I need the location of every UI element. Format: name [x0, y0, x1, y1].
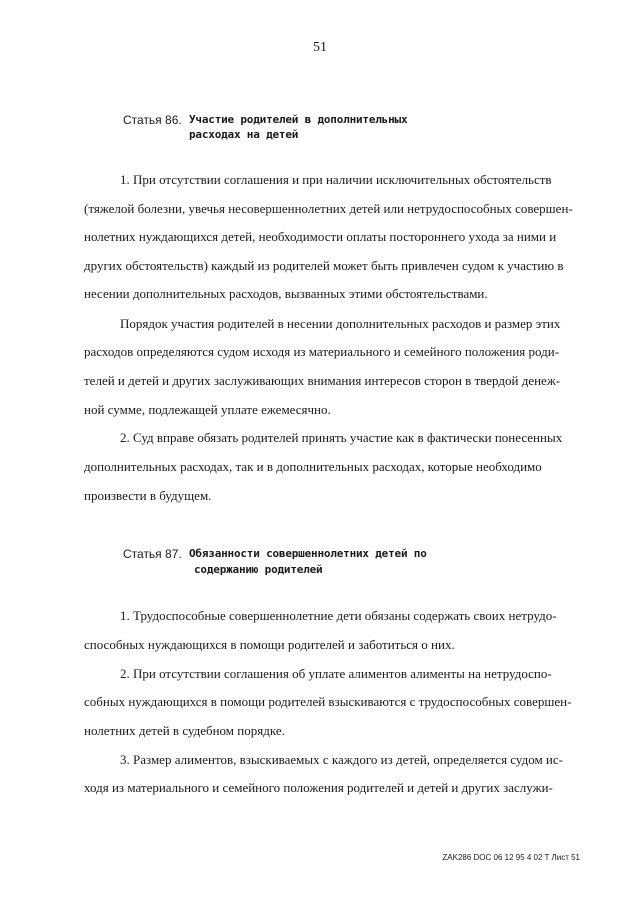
- page-number: 51: [313, 40, 327, 55]
- article-87-line: 3. Размер алиментов, взыскиваемых с каждого из детей, определяется судом ис-: [120, 752, 563, 767]
- article-86-line: расходов определяются судом исходя из материального и семейного положения роди-: [84, 344, 560, 359]
- article-86-line: нолетних нуждающихся детей, необходимости оплаты постороннего ухода за ними и: [84, 229, 557, 244]
- document-footer: ZAK286 DOC 06 12 95 4 02 T Лист 51: [442, 853, 580, 862]
- article-86-line: 2. Суд вправе обязать родителей принять участие как в фактически понесенных: [120, 430, 563, 445]
- article-86-line: телей и детей и других заслуживающих внимания интересов сторон в твердой денеж-: [84, 373, 561, 388]
- article-87-line: ходя из материального и семейного положения родителей и детей и других заслужи-: [84, 780, 553, 795]
- article-86-line: произвести в будущем.: [84, 488, 212, 503]
- article-87-line: 2. При отсутствии соглашения об уплате алиментов алименты на нетрудоспо-: [120, 666, 552, 681]
- article-86-line: 1. При отсутствии соглашения и при наличии исключительных обстоятельств: [120, 172, 552, 187]
- article-87-heading-line-2: содержанию родителей: [194, 563, 323, 576]
- article-86-line: (тяжелой болезни, увечья несовершеннолетних детей или нетрудоспособных совершен-: [84, 201, 573, 216]
- article-87-line: собных нуждающихся в помощи родителей взыскиваются с трудоспособных совершен-: [84, 694, 572, 709]
- article-87-line: 1. Трудоспособные совершеннолетние дети обязаны содержать своих нетрудо-: [120, 608, 557, 623]
- article-87-line: способных нуждающихся в помощи родителей и заботиться о них.: [84, 637, 455, 652]
- article-86-line: других обстоятельств) каждый из родителей может быть привлечен судом к участию в: [84, 258, 564, 273]
- article-86-line: дополнительных расходах, так и в дополнительных расходах, которые необходимо: [84, 459, 542, 474]
- article-86-heading-line-1: Участие родителей в дополнительных: [189, 113, 408, 126]
- article-86-line: ной сумме, подлежащей уплате ежемесячно.: [84, 402, 331, 417]
- article-86-heading-line-2: расходах на детей: [189, 128, 299, 141]
- article-86-line: Порядок участия родителей в несении дополнительных расходов и размер этих: [120, 316, 561, 331]
- article-87-line: нолетних детей в судебном порядке.: [84, 723, 285, 738]
- article-87-label: Статья 87.: [123, 547, 182, 561]
- article-86-label: Статья 86.: [123, 113, 182, 127]
- article-86-line: несении дополнительных расходов, вызванных этими обстоятельствами.: [84, 286, 488, 301]
- article-87-heading-line-1: Обязанности совершеннолетних детей по: [189, 547, 427, 560]
